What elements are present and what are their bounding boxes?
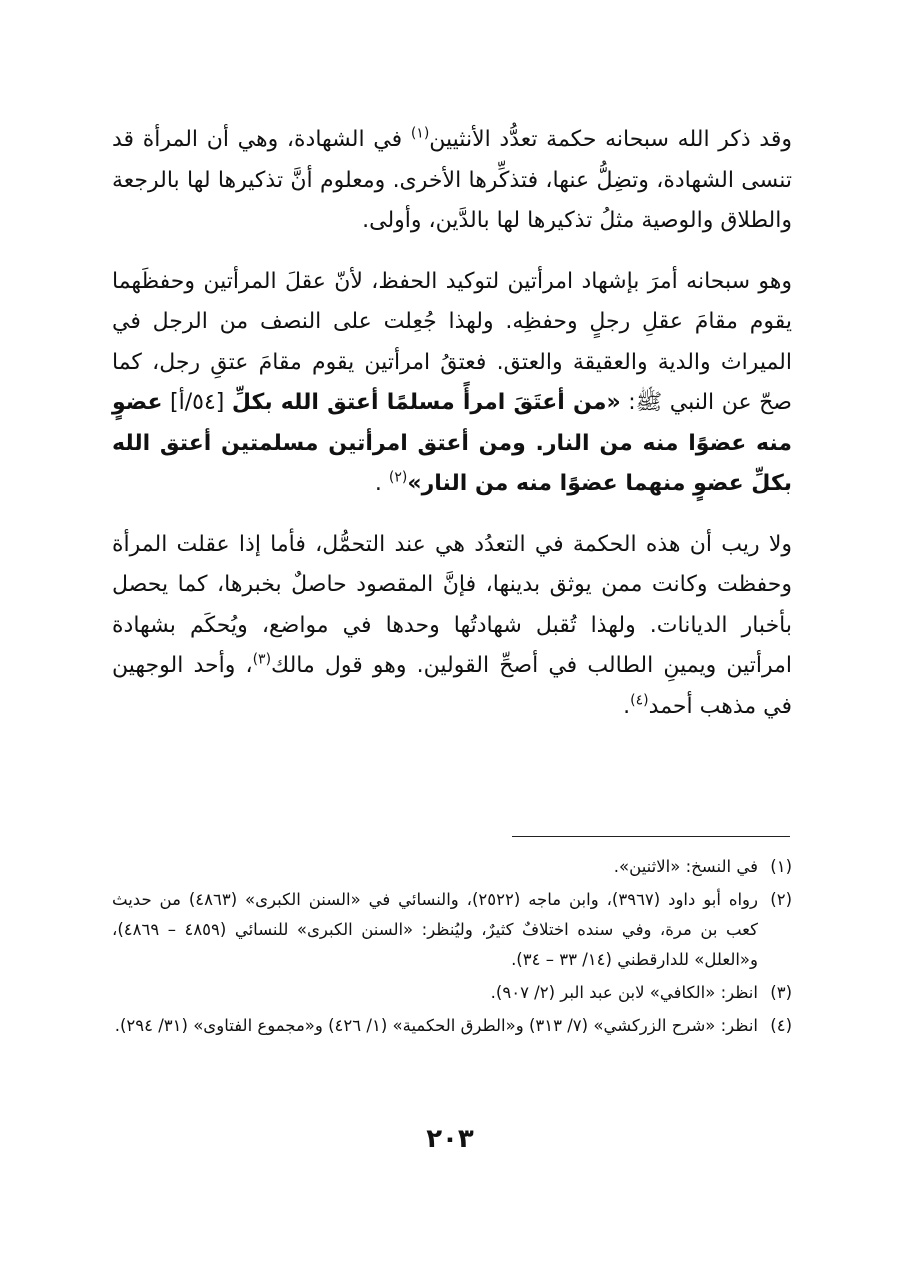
footnote-number: (١): [770, 857, 792, 876]
footnote: [112, 885, 792, 975]
paragraph: [112, 525, 792, 728]
footnote-reference: (٤): [630, 692, 649, 709]
footnote: [112, 978, 792, 1008]
footnote-text: انظر: «الكافي» لابن عبد البر (٢/ ٩٠٧).: [490, 983, 758, 1002]
footnote: [112, 1011, 792, 1041]
text-run: .: [623, 693, 631, 719]
text-run: .: [374, 471, 389, 496]
page-number: ٢٠٣: [426, 1124, 474, 1154]
footnotes-section: [112, 852, 792, 1044]
text-run: ولا ريب أن هذه الحكمة في التعدُد هي عند التحمُّل، فأما إذا عقلت المرأة وحفظت وكانت ممن يوثق بدينها، فإنَّ المقصود حاصلٌ بخبرها، كما يحصل بأخبار الديانات. ولهذا تُقبل شهادتُها وحدها في مواضع، ويُحكَم بشهادة امرأتين ويمينِ الطالب في أصحِّ القولين. وهو قول مالك: [112, 531, 792, 678]
footnote-text: رواه أبو داود (٣٩٦٧)، وابن ماجه (٢٥٢٢)، والنسائي في «السنن الكبرى» (٤٨٦٣) من حديث كعب بن مرة، وفي سنده اختلافٌ كثيرٌ، وليُنظر: «السنن الكبرى» للنسائي (٤٨٥٩ – ٤٨٦٩)، و«العلل» للدارقطني (١٤/ ٣٣ – ٣٤).: [112, 890, 758, 969]
text-run: [٥٤/أ]: [162, 390, 232, 415]
text-run: ، وأحد الوجهين في مذهب أحمد: [112, 653, 792, 719]
footnote-number: (٤): [770, 1016, 792, 1035]
footnote-number: (٣): [770, 983, 792, 1002]
footnote-text: في النسخ: «الاثنين».: [613, 857, 758, 876]
main-text-body: [112, 120, 792, 747]
footnote-number: (٢): [770, 890, 792, 909]
footnote-reference: (٢): [388, 469, 408, 486]
footnote-text: انظر: «شرح الزركشي» (٧/ ٣١٣) و«الطرق الحكمية» (١/ ٤٢٦) و«مجموع الفتاوى» (٣١/ ٢٩٤).: [114, 1016, 758, 1035]
footnote-reference: (٣): [252, 651, 272, 668]
hadith-quote: «من أعتَقَ امرأً مسلمًا أعتق الله بكلِّ: [231, 390, 621, 415]
paragraph: [112, 262, 792, 505]
hadith-quote: عضوٍ منه عضوًا منه من النار. ومن أعتق امرأتين مسلمتين أعتق الله بكلِّ عضوٍ منهما عضوًا منه من النار»: [112, 390, 792, 496]
paragraph: [112, 120, 792, 242]
footnote-reference: (١): [410, 125, 430, 142]
footnote: [112, 852, 792, 882]
text-run: في الشهادة، وهي أن المرأة قد تنسى الشهادة، وتضِلُّ عنها، فتذكِّرها الأخرى. ومعلوم أنَّ تذكيرها لها بالرجعة والطلاق والوصية مثلُ تذكيرها لها بالدَّين، وأولى.: [112, 127, 792, 233]
text-run: وقد ذكر الله سبحانه حكمة تعدُّد الأنثيين: [429, 127, 792, 152]
text-run: وهو سبحانه أمرَ بإشهاد امرأتين لتوكيد الحفظ، لأنّ عقلَ المرأتين وحفظَهما يقوم مقامَ عقلِ رجلٍ وحفظِه. ولهذا جُعِلت على النصف من الرجل في الميراث والدية والعقيقة والعتق. فعتقُ امرأتين يقوم مقامَ عتقِ رجل، كما صحّ عن النبي ﷺ:: [112, 268, 792, 415]
footnote-separator: [512, 836, 790, 837]
